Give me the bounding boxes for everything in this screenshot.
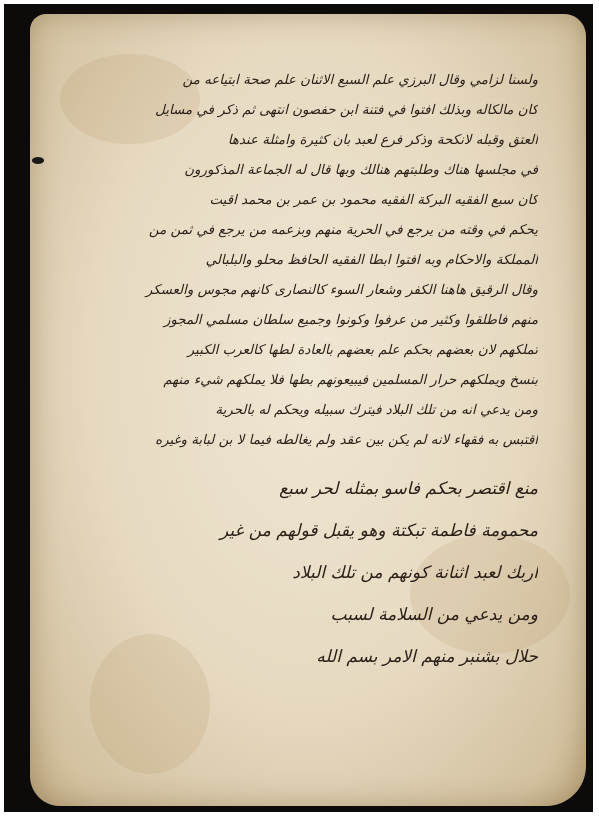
text-line: ولسنا لزامي وقال البرزي علم السبع الاثنان علم صحة ابتياعه من xyxy=(182,73,538,88)
text-line: حلال بشنبر منهم الامر بسم الله xyxy=(316,647,538,667)
binding-hole xyxy=(32,157,44,164)
manuscript-page xyxy=(30,14,586,806)
text-line: محمومة فاطمة تبكتة وهو يقبل قولهم من غير xyxy=(220,521,538,541)
text-line: كان سبع الفقيه البركة الفقيه محمود بن عمر بن محمد اقيت xyxy=(209,193,538,208)
text-line: ومن يدعي من السلامة لسبب xyxy=(330,605,538,625)
text-line: كان مالكاله وبذلك افتوا في فتنة ابن حفصون انتهى ثم ذكر في مسايل xyxy=(155,103,538,118)
photo-frame xyxy=(4,4,593,812)
text-line: العتق وقبله لانكحة وذكر فرع لعبد بان كثيرة وامثلة عندها xyxy=(227,133,538,148)
text-line: ومن يدعي انه من تلك البلاد فيترك سبيله ويحكم له بالحرية xyxy=(215,403,538,418)
text-line: وقال الرقيق هاهنا الكفر وشعار السوء كالنصارى كانهم مجوس والعسكر xyxy=(145,283,538,298)
text-line: اربك لعبد اثنانة كونهم من تلك البلاد xyxy=(292,563,538,583)
text-line: اقتبس به فقهاء لانه لم يكن بين عقد ولم يغالطه فيما لا بن لبابة وغيره xyxy=(155,433,538,448)
text-line: يحكم في وقته من يرجع في الحرية منهم وبزعمه من يرجع في ثمن من xyxy=(148,223,538,238)
text-line: منع اقتصر بحكم فاسو بمثله لحر سبع xyxy=(279,479,538,499)
text-line: المملكة والاحكام وبه افتوا ابطا الفقيه الحافظ محلو والبلبالي xyxy=(205,253,538,268)
manuscript-text xyxy=(68,66,538,678)
text-line: في مجلسها هناك وطلبتهم هنالك وبها قال له الجماعة المذكورون xyxy=(184,163,538,178)
text-line: منهم فاطلقوا وكثير من عرفوا وكونوا وجميع سلطان مسلمي المجوز xyxy=(163,313,538,328)
text-line: بنسخ ويملكهم حرار المسلمين فيبيعونهم بطها فلا يملكهم شيء منهم xyxy=(163,373,538,388)
text-line: تملكهم لان بعضهم بحكم علم بعضهم بالعادة لطها كالعرب الكبير xyxy=(187,343,538,358)
